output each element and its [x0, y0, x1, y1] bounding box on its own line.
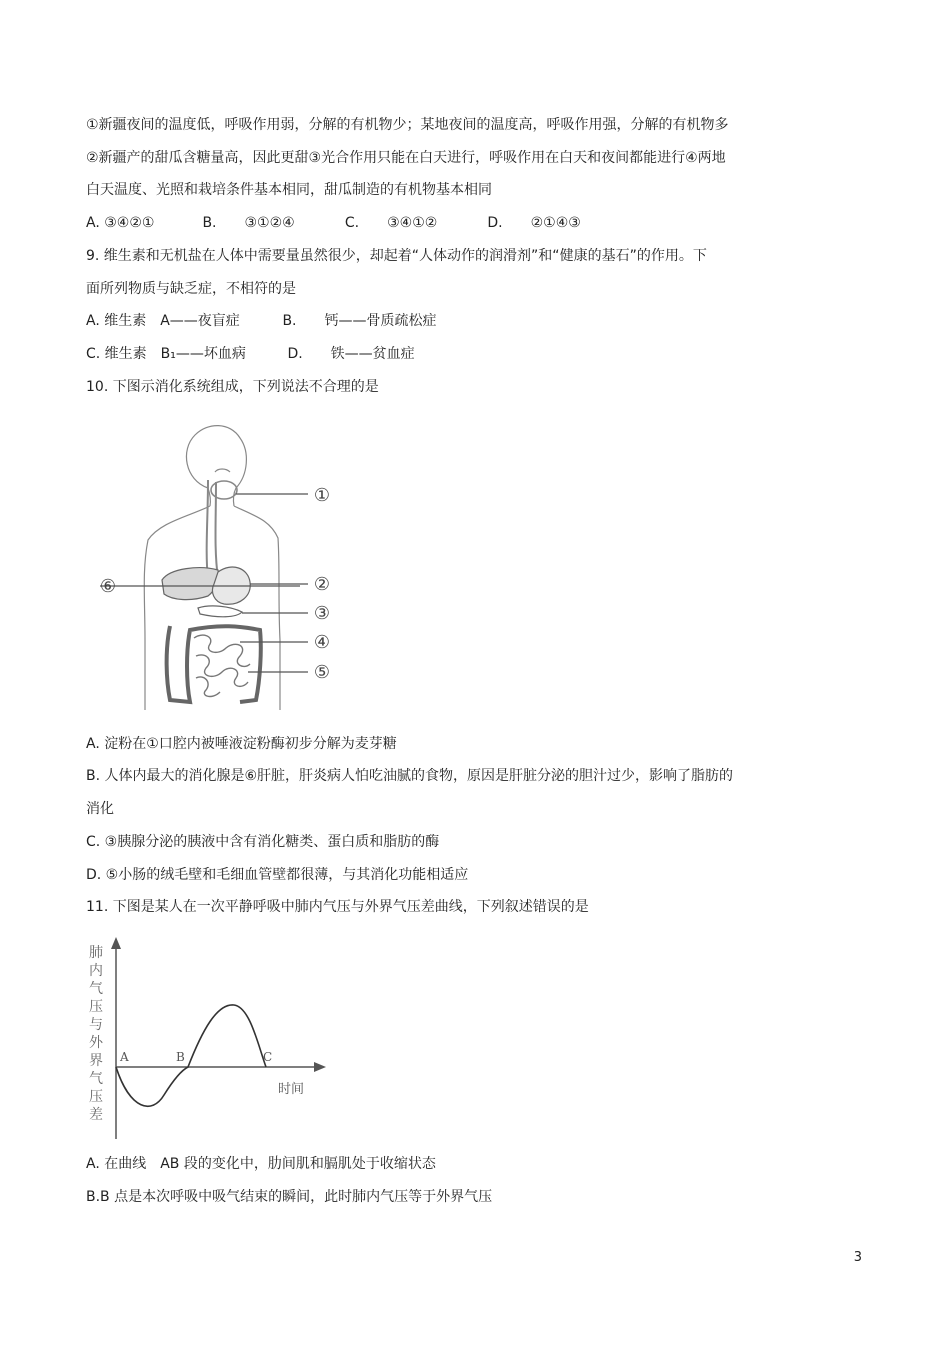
figure-label-1: ①: [313, 485, 331, 506]
q11-option-a: A. 在曲线 AB 段的变化中，肋间肌和膈肌处于收缩状态: [86, 1156, 436, 1172]
q9-stem-1: 9. 维生素和无机盐在人体中需要量虽然很少，却起着“人体动作的润滑剂”和“健康的基石”的作用。下: [86, 248, 707, 264]
q10-option-d: D. ⑤小肠的绒毛壁和毛细血管壁都很薄，与其消化功能相适应: [86, 867, 469, 883]
q11-stem: 11. 下图是某人在一次平静呼吸中肺内气压与外界气压差曲线，下列叙述错误的是: [86, 899, 589, 915]
q10-option-c: C. ③胰腺分泌的胰液中含有消化糖类、蛋白质和脂肪的酶: [86, 834, 440, 850]
q8-statement-1: ①新疆夜间的温度低，呼吸作用弱，分解的有机物少；某地夜间的温度高，呼吸作用强，分解的有机物多: [86, 117, 729, 133]
q9-options-cd: [86, 344, 415, 364]
q8-statement-2: ②新疆产的甜瓜含糖量高，因此更甜③光合作用只能在白天进行，呼吸作用在白天和夜间都能进行④两地: [86, 150, 726, 166]
q8-option-b: B. ③①②④: [202, 215, 295, 231]
figure-label-4: ④: [313, 632, 331, 653]
q9-option-b: B. 钙——骨质疏松症: [282, 313, 437, 329]
figure-label-3: ③: [313, 603, 331, 624]
q8-option-d: D. ②①④③: [487, 215, 581, 231]
ylabel-char: 气: [89, 1071, 103, 1087]
q9-option-d: D. 铁——贫血症: [287, 346, 415, 362]
q11-option-b: B.B 点是本次呼吸中吸气结束的瞬间，此时肺内气压等于外界气压: [86, 1189, 493, 1205]
figure-label-6: ⑥: [99, 576, 117, 597]
x-axis-label: 时间: [278, 1082, 305, 1097]
pressure-curve-figure: [82, 935, 332, 1145]
q8-option-c: C. ③④①②: [344, 215, 438, 231]
ylabel-char: 气: [89, 981, 103, 997]
ylabel-char: 内: [89, 963, 103, 979]
ylabel-char: 外: [89, 1035, 103, 1051]
ylabel-char: 界: [89, 1053, 103, 1069]
q9-option-c: C. 维生素 B₁——坏血病: [86, 346, 246, 362]
q10-option-a: A. 淀粉在①口腔内被唾液淀粉酶初步分解为麦芽糖: [86, 736, 397, 752]
figure-label-5: ⑤: [313, 662, 331, 683]
figure-label-2: ②: [313, 574, 331, 595]
q10-option-b-2: 消化: [86, 801, 114, 817]
q9-stem-2: 面所列物质与缺乏症，不相符的是: [86, 281, 296, 297]
ylabel-char: 肺: [89, 945, 103, 961]
q9-options-ab: [86, 311, 437, 331]
q10-option-b-1: B. 人体内最大的消化腺是⑥肝脏，肝炎病人怕吃油腻的食物，原因是肝脏分泌的胆汁过少，影响了脂肪的: [86, 768, 734, 784]
ylabel-char: 与: [89, 1017, 103, 1033]
ylabel-char: 差: [89, 1107, 103, 1123]
ylabel-char: 压: [89, 999, 103, 1015]
digestive-system-figure: [90, 420, 350, 720]
ylabel-char: 压: [89, 1089, 103, 1105]
q8-statement-3: 白天温度、光照和栽培条件基本相同，甜瓜制造的有机物基本相同: [86, 182, 492, 198]
q8-options: [86, 213, 581, 233]
q9-option-a: A. 维生素 A——夜盲症: [86, 313, 240, 329]
page-number: 3: [853, 1250, 862, 1265]
point-a-label: A: [120, 1050, 129, 1064]
point-b-label: B: [176, 1050, 185, 1064]
q10-stem: 10. 下图示消化系统组成，下列说法不合理的是: [86, 379, 379, 395]
point-c-label: C: [263, 1050, 273, 1064]
q8-option-a: A. ③④②①: [86, 215, 155, 231]
